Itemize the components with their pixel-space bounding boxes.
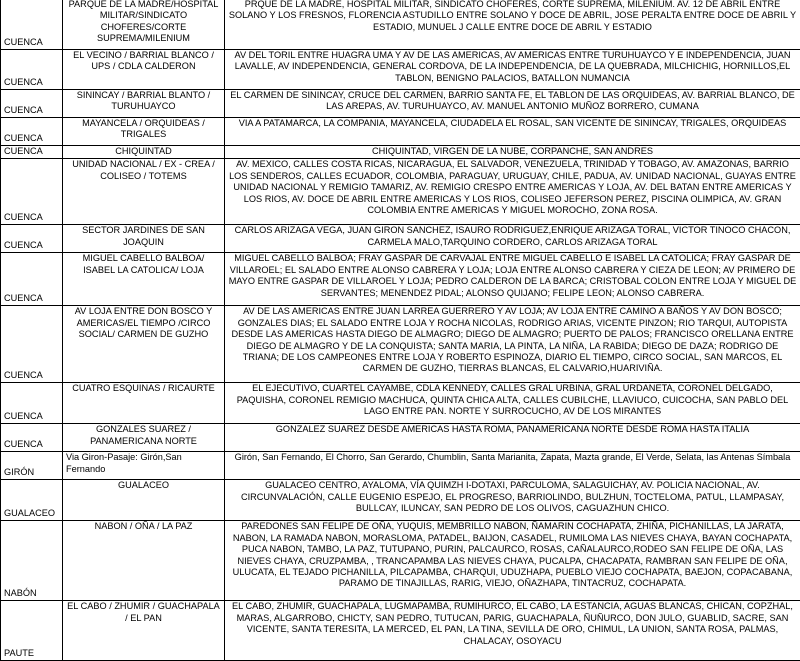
table-row xyxy=(1,521,800,601)
canton-cell: CUENCA xyxy=(1,50,63,90)
detail-cell: MIGUEL CABELLO BALBOA; FRAY GASPAR DE CARVAJAL ENTRE MIGUEL CABELLO E ISABEL LA CATOLICA; FRAY GASPAR DE VILLAROEL; EL SALADO ENTRE ALONSO CABRERA Y LOJA; LOJA ENTRE ALONSO CABRERA Y CIEZA DE LEON; AV PRIMERO DE MAYO ENTRE GASPAR DE VILLAROEL Y LOJA; PEDRO CALDERON DE LA BARCA; CRISTOBAL COLON ENTRE LOJA Y MIGUEL DE SERVANTES; MENENDEZ PIDAL; ALONSO QUIJANO; FELIPE LEON; ALONSO CABRERA. xyxy=(225,253,800,306)
canton-cell: PAUTE xyxy=(1,601,63,661)
sector-cell: SININCAY / BARRIAL BLANTO / TURUHUAYCO xyxy=(63,90,225,118)
canton-cell: CUENCA xyxy=(1,253,63,306)
canton-cell: GUALACEO xyxy=(1,480,63,521)
table-row xyxy=(1,452,800,480)
detail-cell: PRQUE DE LA MADRE, HOSPITAL MILITAR, SINDICATO CHOFERES, CORTE SUPREMA, MILENIUM. AV. 12 DE ABRIL ENTRE SOLANO Y LOS FRESNOS, FLORENCIA ASTUDILLO ENTRE SOLANO Y DOCE DE ABRIL, JOSE PERALTA ENTRE DOCE DE ABRIL Y ESTADIO, MUNUEL J CALLE ENTRE DOCE DE ABRIL Y ESTADIO xyxy=(225,0,800,50)
detail-cell: AV DE LAS AMERICAS ENTRE JUAN LARREA GUERRERO Y AV LOJA; AV LOJA ENTRE CAMINO A BAÑOS Y AV DON BOSCO; GONZALES DIAS; EL SALADO ENTRE LOJA Y ROCHA NICOLAS, RODRIGO ARIAS, VICENTE PINZON; RIO TARQUI, AUTOPISTA DESDE LAS AMERICAS HASTA DIEGO DE ALMAGRO; DIEGO DE ALMAGRO; PUERTO DE PALOS; FRANCISCO ORELLANA ENTRE DIEGO DE ALMAGRO Y DE LA CONQUISTA; SANTA MARIA, LA PINTA, LA NIÑA, LA RABIDA; DIEGO DE DAZA; RODRIGO DE TRIANA; DE LOS CAMPEONES ENTRE LOJA Y ROBERTO ESPINOZA, DIARIO EL TIEMPO, CIRCO SOCIAL, SAN MARCOS, EL CARMEN DE GUZHO, TIERRAS BLANCAS, EL CALVARIO,HUARIVIÑA. xyxy=(225,306,800,383)
table-row xyxy=(1,146,800,159)
canton-cell: CUENCA xyxy=(1,118,63,146)
canton-cell: NABÓN xyxy=(1,521,63,601)
table-row xyxy=(1,601,800,661)
sector-cell: CUATRO ESQUINAS / RICAURTE xyxy=(63,383,225,424)
table-row xyxy=(1,424,800,452)
sector-cell: SECTOR JARDINES DE SAN JOAQUIN xyxy=(63,225,225,253)
sector-cell: PARQUE DE LA MADRE/HOSPITAL MILITAR/SINDICATO CHOFERES/CORTE SUPREMA/MILENIUM xyxy=(63,0,225,50)
canton-cell: CUENCA xyxy=(1,424,63,452)
detail-cell: GONZALEZ SUAREZ DESDE AMERICAS HASTA ROMA, PANAMERICANA NORTE DESDE ROMA HASTA ITALIA xyxy=(225,424,800,452)
table-row xyxy=(1,118,800,146)
sectors-table-body xyxy=(1,0,800,661)
sector-cell: Via Giron-Pasaje: Girón,San Fernando xyxy=(63,452,225,480)
detail-cell: VIA A PATAMARCA, LA COMPANIA, MAYANCELA, CIUDADELA EL ROSAL, SAN VICENTE DE SININCAY, TRIGALES, ORQUIDEAS xyxy=(225,118,800,146)
sector-cell: EL CABO / ZHUMIR / GUACHAPALA / EL PAN xyxy=(63,601,225,661)
detail-cell: GUALACEO CENTRO, AYALOMA, VÍA QUIMZH I-DOTAXI, PARCULOMA, SALAGUICHAY, AV. POLICIA NACIONAL, AV. CIRCUNVALACIÓN, CALLE EUGENIO ESPEJO, EL PROGRESO, BARRIOLINDO, BULZHUN, TOCTELOMA, PATUL, LLAMPASAY, BULLCAY, ILUNCAY, SAN PEDRO DE LOS OLIVOS, CAGUAZHUN CHICO. xyxy=(225,480,800,521)
canton-cell: GIRÓN xyxy=(1,452,63,480)
canton-cell: CUENCA xyxy=(1,383,63,424)
sector-cell: GONZALES SUAREZ / PANAMERICANA NORTE xyxy=(63,424,225,452)
detail-cell: EL EJECUTIVO, CUARTEL CAYAMBE, CDLA KENNEDY, CALLES GRAL URBINA, GRAL URDANETA, CORONEL DELGADO, PAQUISHA, CORONEL REMIGIO MACHUCA, QUINTA CHICA ALTA, CALLES CUBILCHE, LLAVIUCO, CUICOCHA, SAN PABLO DEL LAGO ENTRE PAN. NORTE Y SURROCUCHO, AV DE LOS MIRANTES xyxy=(225,383,800,424)
sector-cell: GUALACEO xyxy=(63,480,225,521)
sector-cell: AV LOJA ENTRE DON BOSCO Y AMERICAS/EL TIEMPO /CIRCO SOCIAL/ CARMEN DE GUZHO xyxy=(63,306,225,383)
detail-cell: CARLOS ARIZAGA VEGA, JUAN GIRON SANCHEZ, ISAURO RODRIGUEZ,ENRIQUE ARIZAGA TORAL, VICTOR TINOCO CHACON, CARMELA MALO,TARQUINO CORDERO, CARLOS ARIZAGA TORAL xyxy=(225,225,800,253)
sector-cell: CHIQUINTAD xyxy=(63,146,225,159)
sector-cell: MIGUEL CABELLO BALBOA/ ISABEL LA CATOLICA/ LOJA xyxy=(63,253,225,306)
table-row xyxy=(1,253,800,306)
canton-cell: CUENCA xyxy=(1,146,63,159)
table-row xyxy=(1,306,800,383)
canton-cell: CUENCA xyxy=(1,306,63,383)
sector-cell: EL VECINO / BARRIAL BLANCO / UPS / CDLA CALDERON xyxy=(63,50,225,90)
canton-cell: CUENCA xyxy=(1,90,63,118)
canton-cell: CUENCA xyxy=(1,225,63,253)
detail-cell: AV. MEXICO, CALLES COSTA RICAS, NICARAGUA, EL SALVADOR, VENEZUELA, TRINIDAD Y TOBAGO, AV. AMAZONAS, BARRIO LOS SENDEROS, CALLES ECUADOR, COLOMBIA, PARAGUAY, URUGUAY, CHILE, PADUA, AV. UNIDAD NACIONAL, GUAYAS ENTRE UNIDAD NACIONAL Y REMIGIO TAMARIZ, AV. REMIGIO CRESPO ENTRE AMERICAS Y LOJA, AV. DEL BATAN ENTRE AMERICAS Y LOS RIOS, AV. DOCE DE ABRIL ENTRE AMERICAS Y LOS RIOS, COLISEO JEFERSON PEREZ, PISCINA OLIMPICA, AV. GRAN COLOMBIA ENTRE AMERICAS Y MIGUEL MOROCHO, ZONA ROSA. xyxy=(225,159,800,225)
table-row xyxy=(1,383,800,424)
table-row xyxy=(1,90,800,118)
detail-cell: Girón, San Fernando, El Chorro, San Gerardo, Chumblin, Santa Marianita, Zapata, Mazta grande, El Verde, Selata, las Antenas Símbala xyxy=(225,452,800,480)
detail-cell: PAREDONES SAN FELIPE DE OÑA, YUQUIS, MEMBRILLO NABON, ÑAMARIN COCHAPATA, ZHIÑA, PICHANILLAS, LA JARATA, NABON, LA RAMADA NABON, MORASLOMA, PATADEL, BAIJON, CASADEL, RUMILOMA LAS NIEVES CHAYA, BAYAN COCHAPATA, PUCA NABON, TAMBO, LA PAZ, TUTUPANO, PURIN, PALCAURCO, ROSAS, CAÑALAURCO,RODEO SAN FELIPE DE OÑA, LAS NIEVES CHAYA, CRUZPAMBA, , TRANCAPAMBA LAS NIEVES CHAYA, PUCALPA, CHACAPATA, RAMBRAN SAN FELIPE DE OÑA, ULUCATA, EL TEJADO PICHANILLA, PILCAPAMBA, CHARQUI, UDUZHAPA, PUEBLO VIEJO COCHAPATA, BAEJON, COPACABANA, PARAMO DE TINAJILLAS, RARIG, VIEJO, OÑAZHAPA, TINTACRUZ, COCHAPATA. xyxy=(225,521,800,601)
sector-cell: MAYANCELA / ORQUIDEAS / TRIGALES xyxy=(63,118,225,146)
table-row xyxy=(1,480,800,521)
sector-cell: UNIDAD NACIONAL / EX - CREA / COLISEO / TOTEMS xyxy=(63,159,225,225)
detail-cell: AV DEL TORIL ENTRE HUAGRA UMA Y AV DE LAS AMERICAS, AV AMERICAS ENTRE TURUHUAYCO Y E INDEPENDENCIA, JUAN LAVALLE, AV INDEPENDENCIA, GENERAL CORDOVA, DE LA INDEPENDENCIA, DE LA QUEBRADA, MILCHICHIG, HORNILLOS,EL TABLON, BENIGNO PALACIOS, BATALLON NUMANCIA xyxy=(225,50,800,90)
detail-cell: EL CABO, ZHUMIR, GUACHAPALA, LUGMAPAMBA, RUMIHURCO, EL CABO, LA ESTANCIA, AGUAS BLANCAS, CHICAN, COPZHAL, MARAS, ALGARROBO, CHICTY, SAN PEDRO, TUTUCAN, PARIG, GUACHAPALA, ÑUÑURCO, DON JULO, GUABLID, SACRE, SAN VICENTE, SANTA TERESITA, LA MERCED, EL PAN, LA TINA, SEVILLA DE ORO, CHIMUL, LA UNION, SANTA ROSA, PALMAS, CHALACAY, OSOYACU xyxy=(225,601,800,661)
table-row xyxy=(1,225,800,253)
canton-cell: CUENCA xyxy=(1,0,63,50)
table-row xyxy=(1,50,800,90)
canton-cell: CUENCA xyxy=(1,159,63,225)
table-row xyxy=(1,0,800,50)
table-row xyxy=(1,159,800,225)
detail-cell: EL CARMEN DE SININCAY, CRUCE DEL CARMEN, BARRIO SANTA FE, EL TABLON DE LAS ORQUIDEAS, AV. BARRIAL BLANCO, DE LAS AREPAS, AV. TURUHUAYCO, AV. MANUEL ANTONIO MUÑOZ BORRERO, CUMANA xyxy=(225,90,800,118)
sector-cell: NABON / OÑA / LA PAZ xyxy=(63,521,225,601)
detail-cell: CHIQUINTAD, VIRGEN DE LA NUBE, CORPANCHE, SAN ANDRES xyxy=(225,146,800,159)
